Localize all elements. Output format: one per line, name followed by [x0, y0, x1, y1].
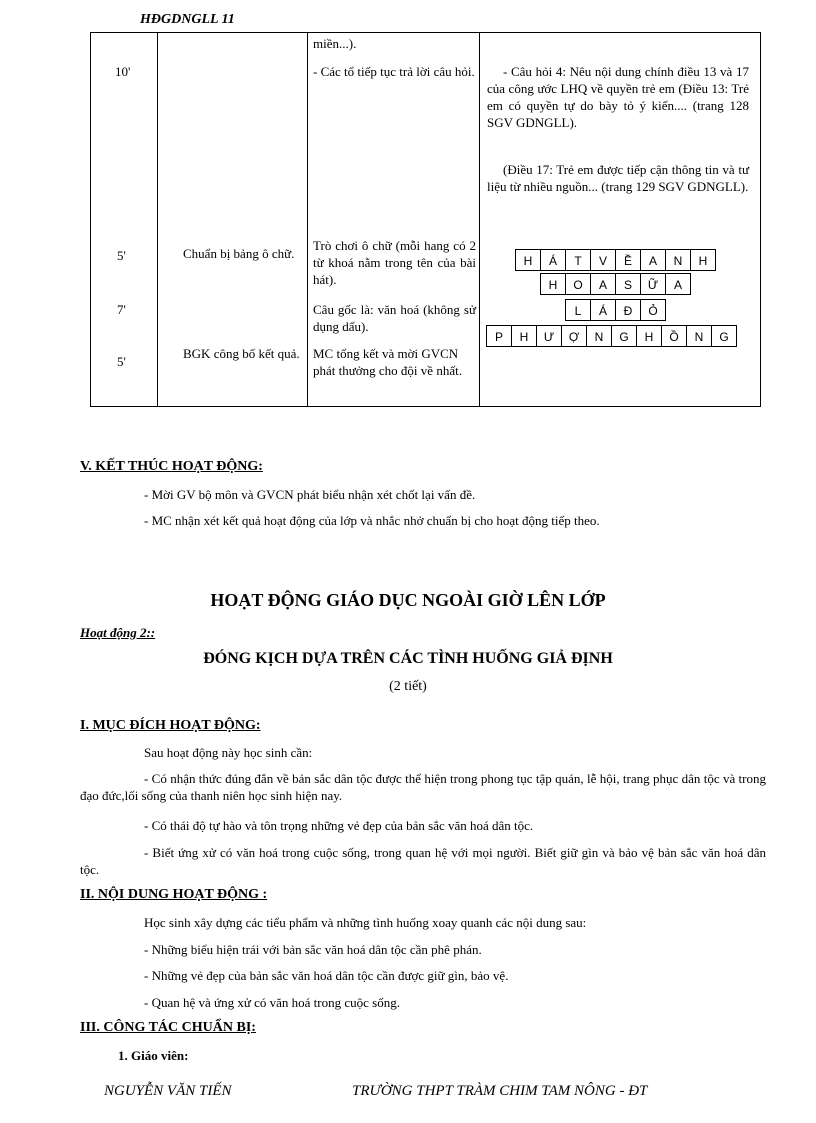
- crossword-row: [565, 299, 666, 321]
- crossword-cell: P: [486, 325, 512, 347]
- paragraph: Học sinh xây dựng các tiểu phẩm và những tình huống xoay quanh các nội dung sau:: [144, 915, 587, 930]
- table-cell: MC tổng kết và mời GVCN phát thưởng cho đội về nhất.: [313, 346, 462, 378]
- list-item: - Mời GV bộ môn và GVCN phát biểu nhận xét chốt lại vấn đề.: [144, 487, 476, 502]
- table-cell: miền...).: [313, 36, 357, 51]
- section-heading: V. KẾT THÚC HOẠT ĐỘNG:: [80, 459, 263, 474]
- crossword-cell: Ề: [615, 249, 641, 271]
- table-cell: Trò chơi ô chữ (mỗi hang có 2 từ khoá nằm trong tên của bài hát).: [313, 238, 476, 287]
- time-cell: 7': [117, 302, 126, 317]
- crossword-row: [515, 249, 716, 271]
- time-cell: 5': [117, 354, 126, 369]
- crossword-cell: V: [590, 249, 616, 271]
- list-item: - Những vẻ đẹp của bản sắc văn hoá dân tộc cần được giữ gìn, bảo vệ.: [144, 968, 509, 983]
- crossword-cell: G: [711, 325, 737, 347]
- crossword-cell: S: [615, 273, 641, 295]
- table-cell: (Điều 17: Trẻ em được tiếp cận thông tin và tư liệu từ nhiều nguồn... (trang 129 SGV GDNGLL).: [487, 162, 749, 194]
- crossword-cell: H: [515, 249, 541, 271]
- crossword-cell: N: [586, 325, 612, 347]
- crossword-cell: G: [611, 325, 637, 347]
- table-cell: Câu gốc là: văn hoá (không sử dụng dấu).: [313, 302, 476, 334]
- activity-label: Hoạt động 2::: [80, 625, 156, 640]
- time-cell: 10': [115, 64, 131, 79]
- subheading: 1. Giáo viên:: [118, 1048, 189, 1063]
- footer-author: NGUYỄN VĂN TIẾN: [104, 1083, 232, 1099]
- page-header: HĐGDNGLL 11: [140, 12, 235, 27]
- list-item: - Biết ứng xử có văn hoá trong cuộc sống, trong quan hệ với mọi người. Biết giữ gìn và bảo vệ bản sắc văn hoá dân tộc.: [80, 845, 766, 877]
- crossword-cell: A: [665, 273, 691, 295]
- crossword-cell: A: [590, 273, 616, 295]
- crossword-cell: A: [640, 249, 666, 271]
- crossword-cell: Ỏ: [640, 299, 666, 321]
- activity-title: ĐÓNG KỊCH DỰA TRÊN CÁC TÌNH HUỐNG GIẢ ĐỊNH: [203, 650, 613, 667]
- list-item: - Có nhận thức đúng đắn về bản sắc dân tộc được thể hiện trong phong tục tập quán, lễ hội, trang phục dân tộc và trong đạo đức,lối sống của thanh niên học sinh hiện nay.: [80, 771, 766, 803]
- table-cell: - Câu hỏi 4: Nêu nội dung chính điều 13 và 17 của công ước LHQ về quyền trẻ em (Điều 13: Trẻ em có quyền tự do bày tỏ ý kiến.... (trang 128 SGV GDNGLL).: [487, 64, 749, 130]
- crossword-cell: Ữ: [640, 273, 666, 295]
- page-title: HOẠT ĐỘNG GIÁO DỤC NGOÀI GIỜ LÊN LỚP: [210, 590, 606, 610]
- crossword-cell: Đ: [615, 299, 641, 321]
- table-divider: [307, 33, 308, 406]
- crossword-cell: T: [565, 249, 591, 271]
- table-divider: [157, 33, 158, 406]
- activity-subtitle: (2 tiết): [389, 679, 427, 694]
- crossword-cell: Á: [590, 299, 616, 321]
- table-cell: - Các tổ tiếp tục trả lời câu hỏi.: [313, 64, 475, 79]
- crossword-cell: Ư: [536, 325, 562, 347]
- activity-table: [90, 32, 761, 407]
- crossword-cell: Á: [540, 249, 566, 271]
- crossword-cell: O: [565, 273, 591, 295]
- list-item: - Quan hệ và ứng xử có văn hoá trong cuộc sống.: [144, 995, 400, 1010]
- crossword-cell: H: [511, 325, 537, 347]
- crossword-cell: H: [636, 325, 662, 347]
- crossword-row: [540, 273, 691, 295]
- time-cell: 5': [117, 248, 126, 263]
- list-item: - MC nhận xét kết quả hoạt động của lớp và nhắc nhở chuẩn bị cho hoạt động tiếp theo.: [144, 513, 600, 528]
- crossword-row: [486, 325, 737, 347]
- table-divider: [479, 33, 480, 406]
- table-cell: Chuẩn bị bảng ô chữ.: [183, 246, 295, 261]
- crossword-cell: N: [665, 249, 691, 271]
- paragraph: Sau hoạt động này học sinh cần:: [144, 745, 313, 760]
- list-item: - Có thái độ tự hào và tôn trọng những vẻ đẹp của bản sắc văn hoá dân tộc.: [144, 818, 534, 833]
- table-cell: BGK công bố kết quả.: [183, 346, 300, 361]
- section-heading: III. CÔNG TÁC CHUẨN BỊ:: [80, 1020, 256, 1035]
- crossword-cell: N: [686, 325, 712, 347]
- crossword-cell: L: [565, 299, 591, 321]
- crossword-cell: H: [690, 249, 716, 271]
- footer-school: TRƯỜNG THPT TRÀM CHIM TAM NÔNG - ĐT: [352, 1083, 648, 1099]
- crossword-cell: H: [540, 273, 566, 295]
- section-heading: II. NỘI DUNG HOẠT ĐỘNG :: [80, 887, 268, 902]
- crossword-cell: Ợ: [561, 325, 587, 347]
- crossword-cell: Ồ: [661, 325, 687, 347]
- section-heading: I. MỤC ĐÍCH HOẠT ĐỘNG:: [80, 718, 261, 733]
- list-item: - Những biểu hiện trái với bản sắc văn hoá dân tộc cần phê phán.: [144, 942, 482, 957]
